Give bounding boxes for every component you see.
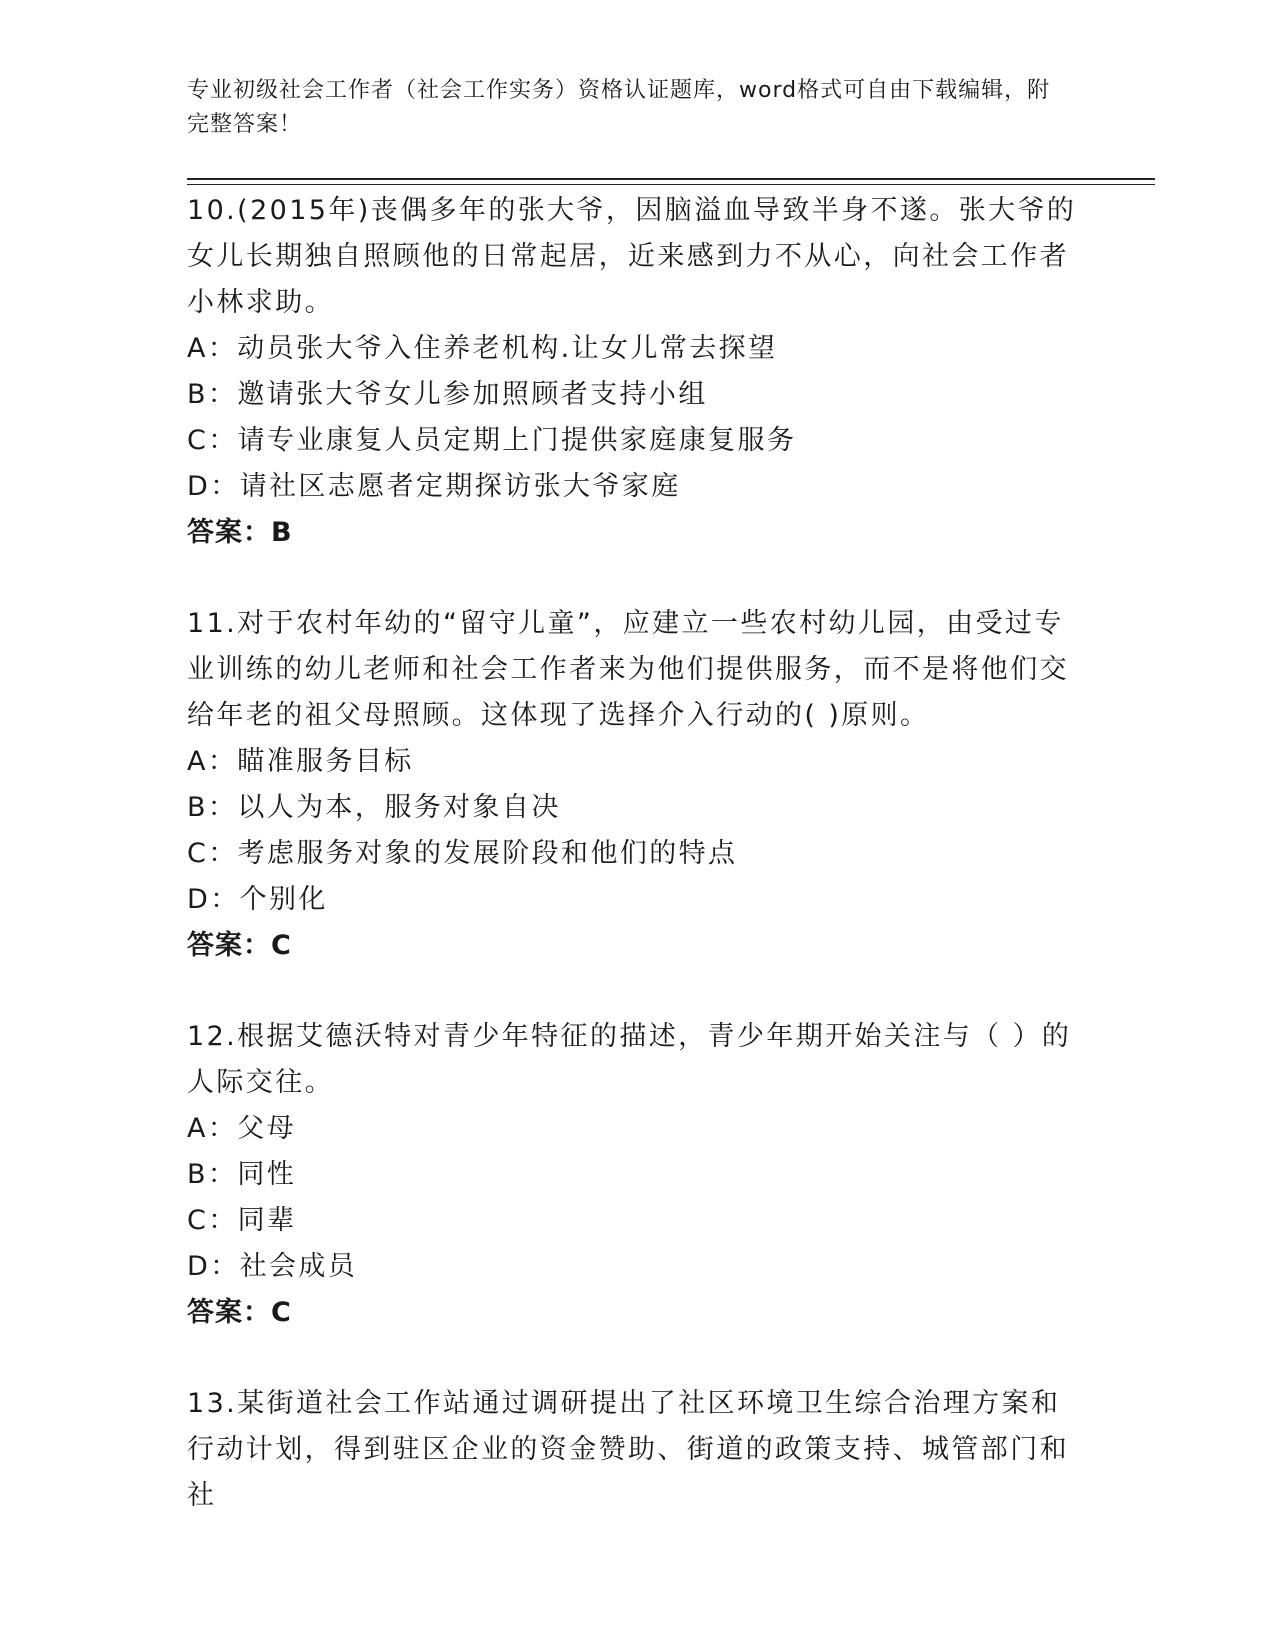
option-d: D：个别化	[187, 884, 328, 915]
header-rule-thin	[187, 184, 1155, 185]
option-a: A：父母	[187, 1113, 297, 1144]
option-d: D：社会成员	[187, 1251, 358, 1282]
question-13	[187, 1381, 1087, 1519]
header-rule-thick	[187, 178, 1155, 180]
question-stem: 11.对于农村年幼的“留守儿童”，应建立一些农村幼儿园，由受过专业训练的幼儿老师和社会工作者来为他们提供服务，而不是将他们交给年老的祖父母照顾。这体现了选择介入行动的( )原则。	[187, 608, 1069, 731]
answer-line: 答案：B	[187, 517, 293, 548]
document-header: 专业初级社会工作者（社会工作实务）资格认证题库，word格式可自由下载编辑，附完整答案！	[187, 78, 1051, 137]
option-a: A：瞄准服务目标	[187, 746, 414, 777]
question-stem: 10.(2015年)丧偶多年的张大爷，因脑溢血导致半身不遂。张大爷的女儿长期独自照顾他的日常起居，近来感到力不从心，向社会工作者小林求助。	[187, 195, 1077, 318]
option-a: A：动员张大爷入住养老机构.让女儿常去探望	[187, 333, 778, 364]
option-b: B：以人为本，服务对象自决	[187, 792, 561, 823]
question-stem: 12.根据艾德沃特对青少年特征的描述，青少年期开始关注与（ ）的人际交往。	[187, 1021, 1072, 1098]
option-b: B：邀请张大爷女儿参加照顾者支持小组	[187, 379, 708, 410]
question-stem: 13.某街道社会工作站通过调研提出了社区环境卫生综合治理方案和行动计划，得到驻区企业的资金赞助、街道的政策支持、城管部门和社	[187, 1388, 1069, 1511]
option-d: D：请社区志愿者定期探访张大爷家庭	[187, 471, 681, 502]
answer-line: 答案：C	[187, 930, 292, 961]
answer-line: 答案：C	[187, 1297, 292, 1328]
option-c: C：同辈	[187, 1205, 297, 1236]
option-b: B：同性	[187, 1159, 297, 1190]
question-12	[187, 1014, 1087, 1336]
question-list	[187, 188, 1087, 1564]
option-c: C：考虑服务对象的发展阶段和他们的特点	[187, 838, 738, 869]
question-11	[187, 601, 1087, 969]
option-c: C：请专业康复人员定期上门提供家庭康复服务	[187, 425, 797, 456]
question-10	[187, 188, 1087, 556]
